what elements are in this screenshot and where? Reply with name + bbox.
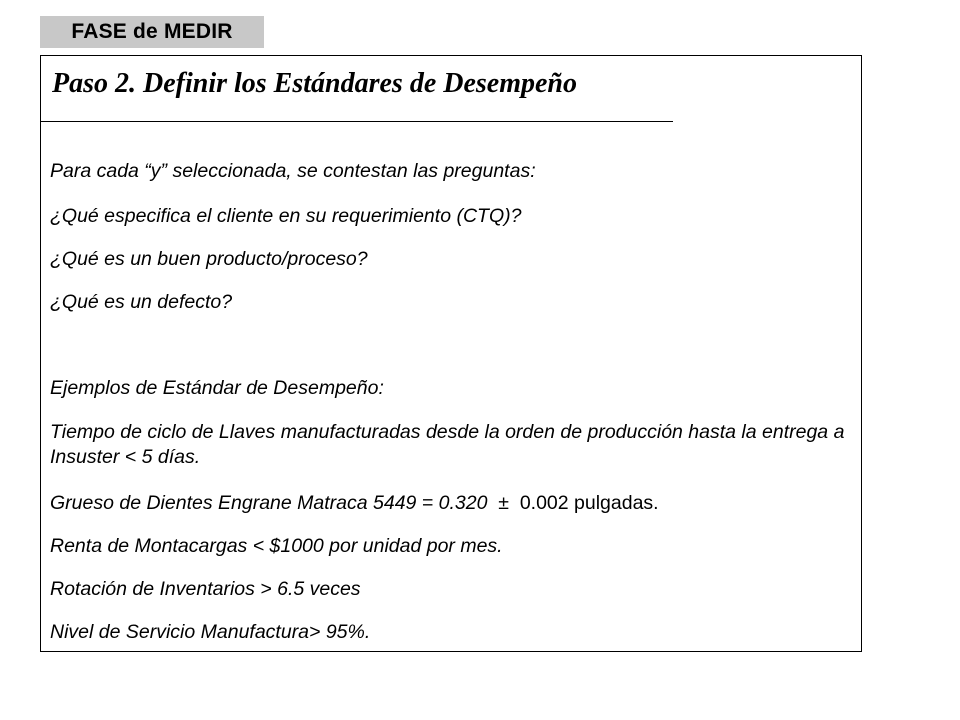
plus-minus-symbol: ± [498, 492, 509, 514]
example-rental: Renta de Montacargas < $1000 por unidad por mes. [50, 535, 503, 557]
question-good-product: ¿Qué es un buen producto/proceso? [50, 248, 368, 270]
title-divider [41, 121, 673, 122]
step-title: Paso 2. Definir los Estándares de Desempeño [52, 68, 577, 99]
example-service-level: Nivel de Servicio Manufactura> 95%. [50, 621, 371, 643]
example-thickness-prefix: Grueso de Dientes Engrane Matraca 5449 = 0.320 [50, 492, 488, 514]
step-card [40, 55, 862, 652]
question-defect: ¿Qué es un defecto? [50, 291, 233, 313]
examples-heading: Ejemplos de Estándar de Desempeño: [50, 377, 384, 399]
questions-intro: Para cada “y” seleccionada, se contestan las preguntas: [50, 160, 536, 182]
example-thickness-suffix: 0.002 pulgadas. [519, 492, 659, 514]
example-cycle-time: Tiempo de ciclo de Llaves manufacturadas desde la orden de producción hasta la entrega a Insuster < 5 días. [50, 421, 845, 468]
example-thickness [50, 491, 659, 516]
question-ctq: ¿Qué especifica el cliente en su requerimiento (CTQ)? [50, 205, 522, 227]
phase-tab: FASE de MEDIR [40, 16, 264, 48]
example-rotation: Rotación de Inventarios > 6.5 veces [50, 578, 361, 600]
